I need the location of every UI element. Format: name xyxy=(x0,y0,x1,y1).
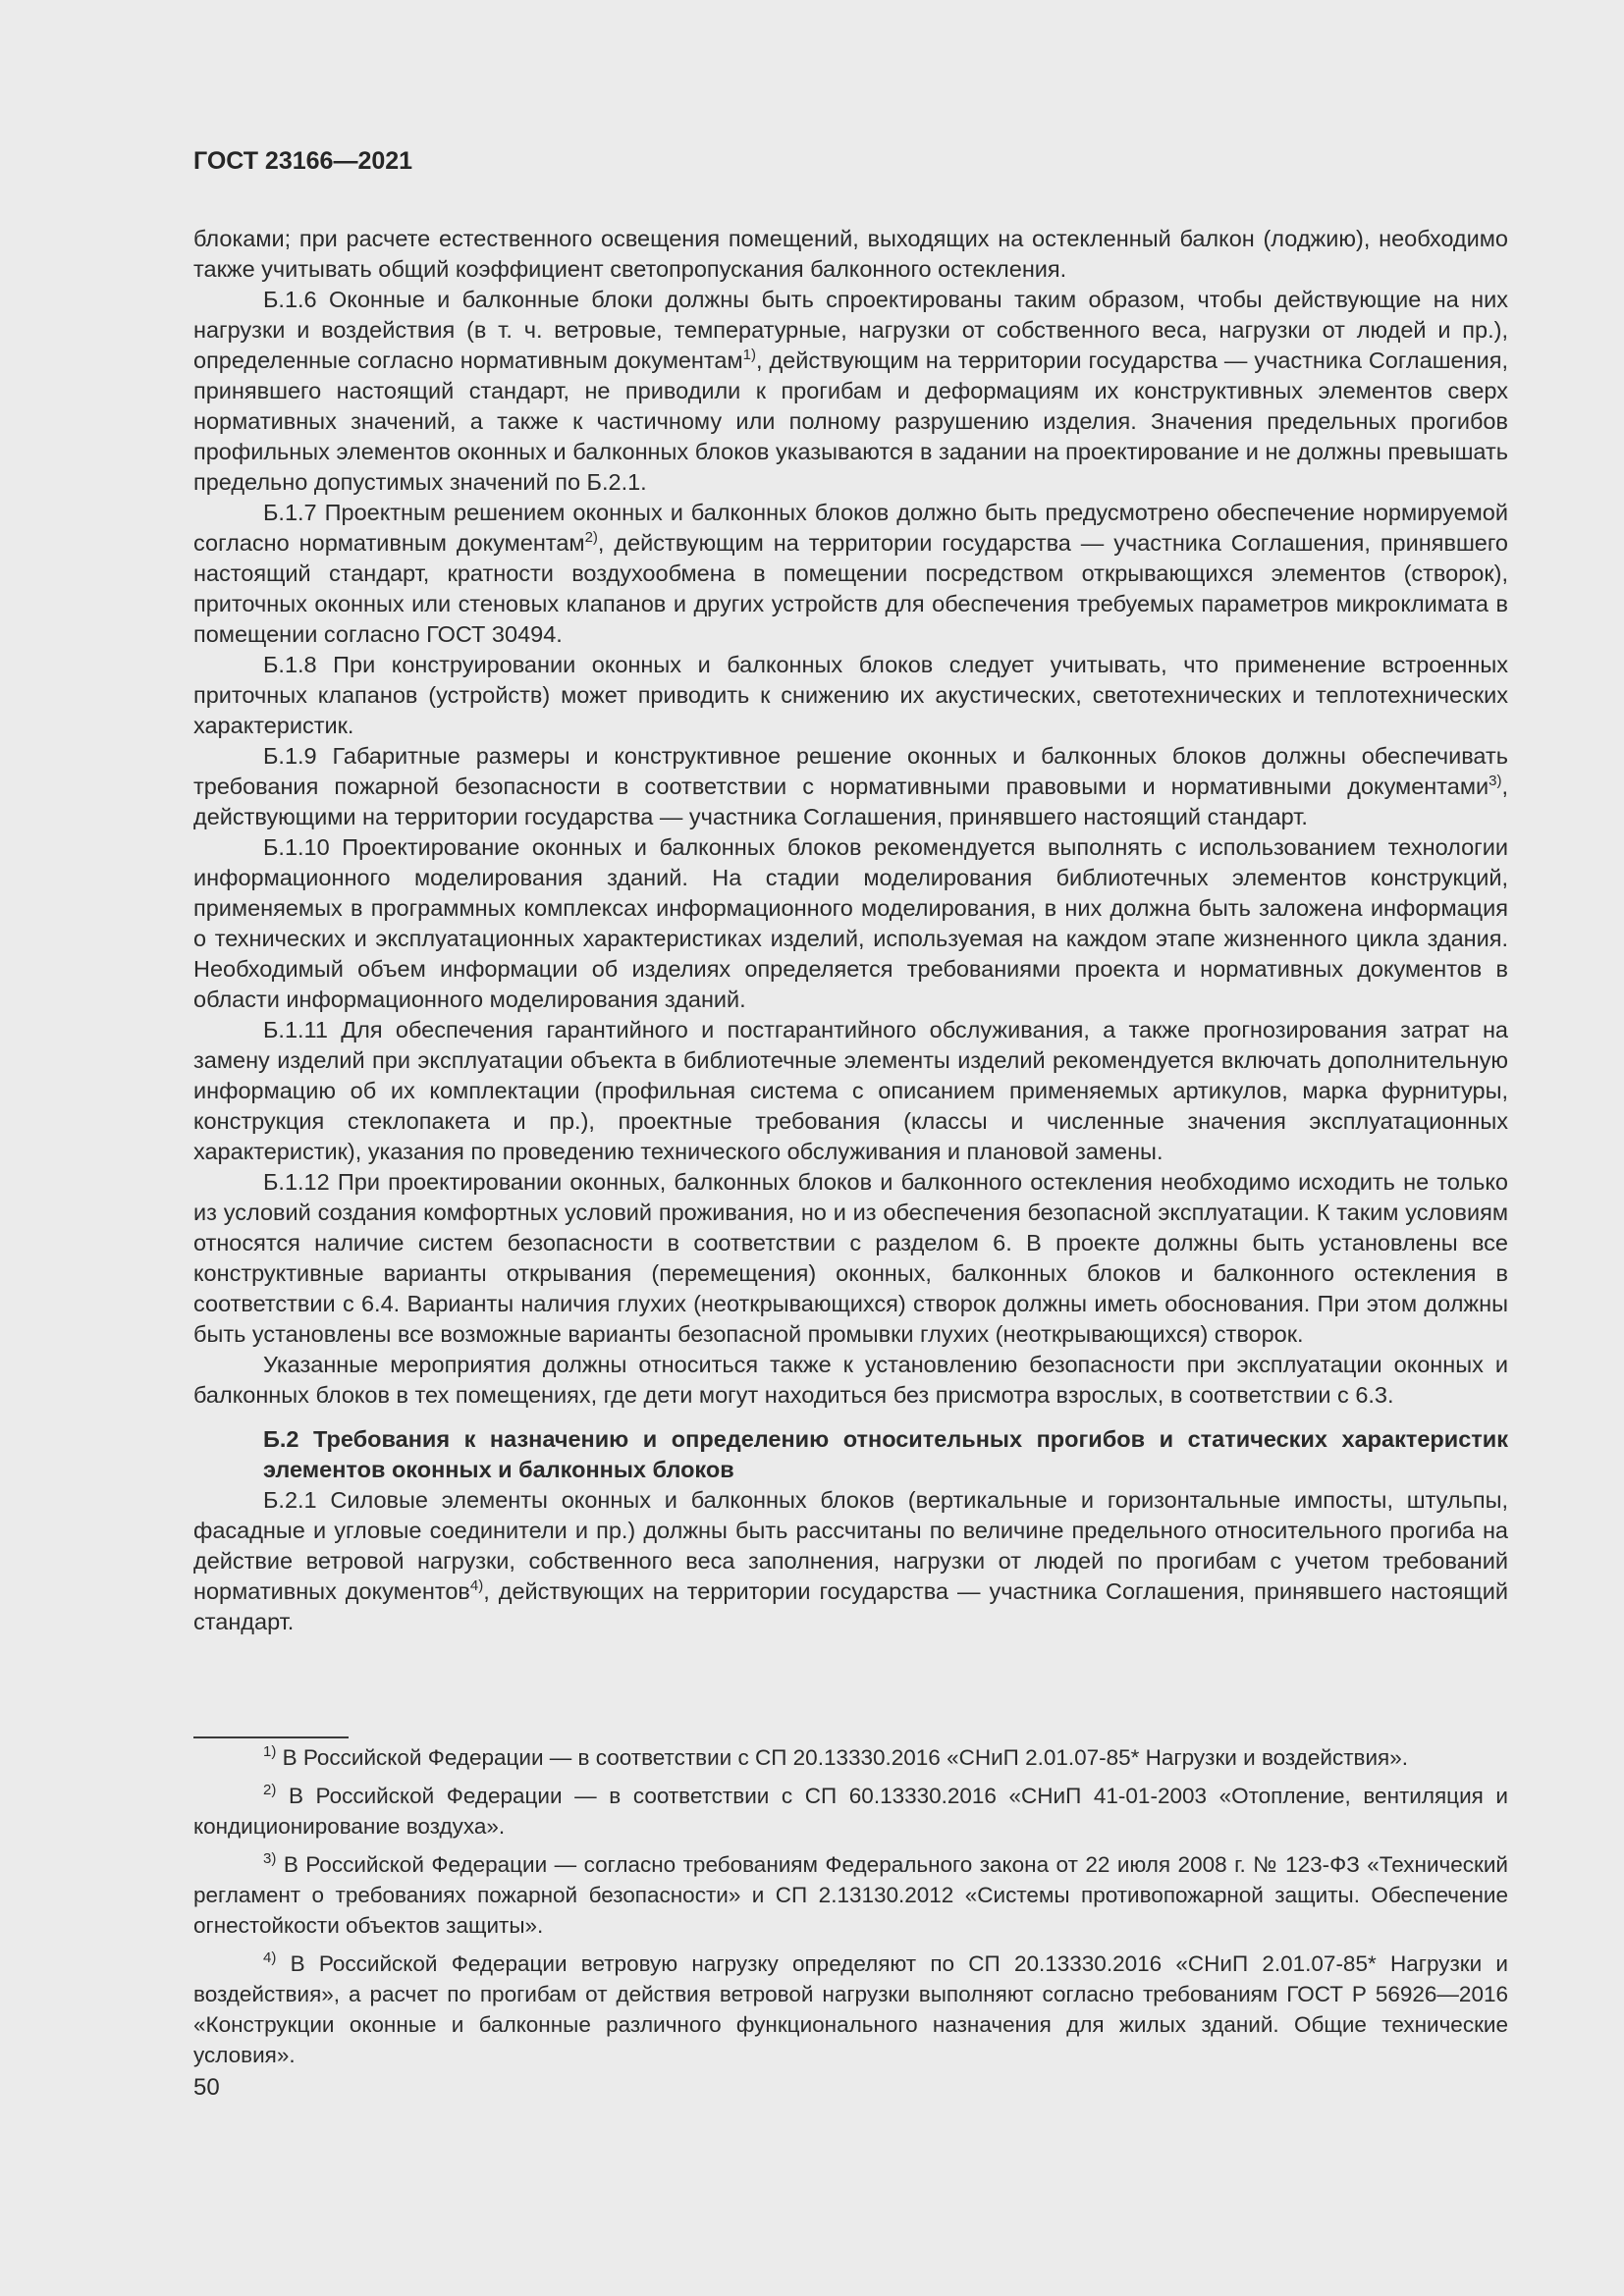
text-span: Б.1.6 Оконные и балконные блоки должны быть спроектированы таким образом, чтобы действующие на них нагрузки и воздействия (в т. ч. ветровые, температурные, нагрузки от собственного веса, нагрузки от людей и пр.), определенные согласно нормативным документам xyxy=(193,287,1508,373)
section-heading-b-2: Б.2 Требования к назначению и определению относительных прогибов и статических характеристик элементов оконных и балконных блоков xyxy=(263,1426,1508,1482)
paragraph-b-2-1 xyxy=(193,1485,1508,1637)
text-span: Б.2.1 Силовые элементы оконных и балконных блоков (вертикальные и горизонтальные импосты, штульпы, фасадные и угловые соединители и пр.) должны быть рассчитаны по величине предельного относительного прогиба на действие ветровой нагрузки, собственного веса заполнения, нагрузки от людей по прогибам с учетом требований нормативных документов xyxy=(193,1487,1508,1604)
footnote-text: В Российской Федерации — согласно требованиям Федерального закона от 22 июля 2008 г. № 123-ФЗ «Технический регламент о требованиях пожарной безопасности» и СП 2.13130.2012 «Системы противопожарной защиты. Обеспечение огнестойкости объектов защиты». xyxy=(193,1852,1508,1938)
footnote-mark-2: 2) xyxy=(263,1782,277,1798)
paragraph-b-1-9 xyxy=(193,741,1508,832)
footnote-mark-3: 3) xyxy=(263,1850,277,1867)
document-header: ГОСТ 23166—2021 xyxy=(193,147,413,175)
paragraph-b-1-8: Б.1.8 При конструировании оконных и балконных блоков следует учитывать, что применение встроенных приточных клапанов (устройств) может приводить к снижению их акустических, светотехнических и теплотехнических характеристик. xyxy=(193,652,1508,738)
footnote-text: В Российской Федерации — в соответствии с СП 20.13330.2016 «СНиП 2.01.07-85* Нагрузки и воздействия». xyxy=(282,1745,1408,1770)
paragraph-b-1-12: Б.1.12 При проектировании оконных, балконных блоков и балконного остекления необходимо исходить не только из условий создания комфортных условий проживания, но и из обеспечения безопасной эксплуатации. К таким условиям относятся наличие систем безопасности в соответствии с разделом 6. В проекте должны быть установлены все конструктивные варианты открывания (перемещения) оконных, балконных блоков и балконного остекления в соответствии с 6.4. Варианты наличия глухих (неоткрывающихся) створок должны иметь обоснования. При этом должны быть установлены все возможные варианты безопасной промывки глухих (неоткрывающихся) створок. xyxy=(193,1169,1508,1347)
page-number: 50 xyxy=(193,2074,220,2101)
footnote-ref-4: 4) xyxy=(469,1577,484,1594)
footnote-ref-3: 3) xyxy=(1489,773,1502,789)
text-span: Б.1.7 Проектным решением оконных и балконных блоков должно быть предусмотрено обеспечение нормируемой согласно нормативным документам xyxy=(193,500,1508,556)
text-span: Б.1.9 Габаритные размеры и конструктивное решение оконных и балконных блоков должны обеспечивать требования пожарной безопасности в соответствии с нормативными правовыми и нормативными документами xyxy=(193,743,1508,799)
footnote-text: В Российской Федерации — в соответствии с СП 60.13330.2016 «СНиП 41-01-2003 «Отопление, вентиляция и кондиционирование воздуха». xyxy=(193,1784,1508,1839)
footnote-mark-4: 4) xyxy=(263,1949,277,1966)
footnote-2 xyxy=(193,1781,1508,1842)
paragraph-b-1-7 xyxy=(193,498,1508,650)
text-span: , действующим на территории государства — участника Соглашения, принявшего настоящий стандарт, кратности воздухообмена в помещении посредством открывающихся элементов (створок), приточных оконных или стеновых клапанов и других устройств для обеспечения требуемых параметров микроклимата в помещении согласно ГОСТ 30494. xyxy=(193,530,1508,647)
text-span: , действующими на территории государства — участника Соглашения, принявшего настоящий стандарт. xyxy=(193,774,1508,829)
footnote-mark-1: 1) xyxy=(263,1743,277,1760)
main-text xyxy=(193,224,1508,1637)
footnote-3 xyxy=(193,1849,1508,1941)
text-span: , действующих на территории государства — участника Соглашения, принявшего настоящий стандарт. xyxy=(193,1578,1508,1634)
paragraph-b-1-10: Б.1.10 Проектирование оконных и балконных блоков рекомендуется выполнять с использованием технологии информационного моделирования зданий. На стадии моделирования библиотечных элементов конструкций, применяемых в программных комплексах информационного моделирования, в них должна быть заложена информация о технических и эксплуатационных характеристиках изделий, используемая на каждом этапе жизненного цикла здания. Необходимый объем информации об изделиях определяется требованиями проекта и нормативных документов в области информационного моделирования зданий. xyxy=(193,834,1508,1012)
footnote-text: В Российской Федерации ветровую нагрузку определяют по СП 20.13330.2016 «СНиП 2.01.07-85* Нагрузки и воздействия», а расчет по прогибам от действия ветровой нагрузки выполняют согласно требованиям ГОСТ Р 56926—2016 «Конструкции оконные и балконные различного функционального назначения для жилых зданий. Общие технические условия». xyxy=(193,1951,1508,2067)
footnote-ref-2: 2) xyxy=(584,529,598,546)
paragraph-measures: Указанные мероприятия должны относиться также к установлению безопасности при эксплуатации оконных и балконных блоков в тех помещениях, где дети могут находиться без присмотра взрослых, в соответствии с 6.3. xyxy=(193,1352,1508,1408)
text-span: , действующим на территории государства — участника Соглашения, принявшего настоящий стандарт, не приводили к прогибам и деформациям их конструктивных элементов сверх нормативных значений, а также к частичному или полному разрушению изделия. Значения предельных прогибов профильных элементов оконных и балконных блоков указываются в задании на проектирование и не должны превышать предельно допустимых значений по Б.2.1. xyxy=(193,347,1508,495)
paragraph-b-1-11: Б.1.11 Для обеспечения гарантийного и постгарантийного обслуживания, а также прогнозирования затрат на замену изделий при эксплуатации объекта в библиотечные элементы изделий рекомендуется включать дополнительную информацию об их комплектации (профильная система с описанием применяемых артикулов, марка фурнитуры, конструкция стеклопакета и пр.), проектные требования (классы и численные значения эксплуатационных характеристик), указания по проведению технического обслуживания и плановой замены. xyxy=(193,1017,1508,1164)
footnote-divider xyxy=(193,1736,349,1738)
footnote-1 xyxy=(193,1742,1508,1773)
footnotes xyxy=(193,1742,1508,2078)
paragraph-b-1-6 xyxy=(193,285,1508,498)
paragraph-continued: блоками; при расчете естественного освещения помещений, выходящих на остекленный балкон (лоджию), необходимо также учитывать общий коэффициент светопропускания балконного остекления. xyxy=(193,226,1508,282)
footnote-4 xyxy=(193,1949,1508,2070)
footnote-ref-1: 1) xyxy=(742,347,756,363)
